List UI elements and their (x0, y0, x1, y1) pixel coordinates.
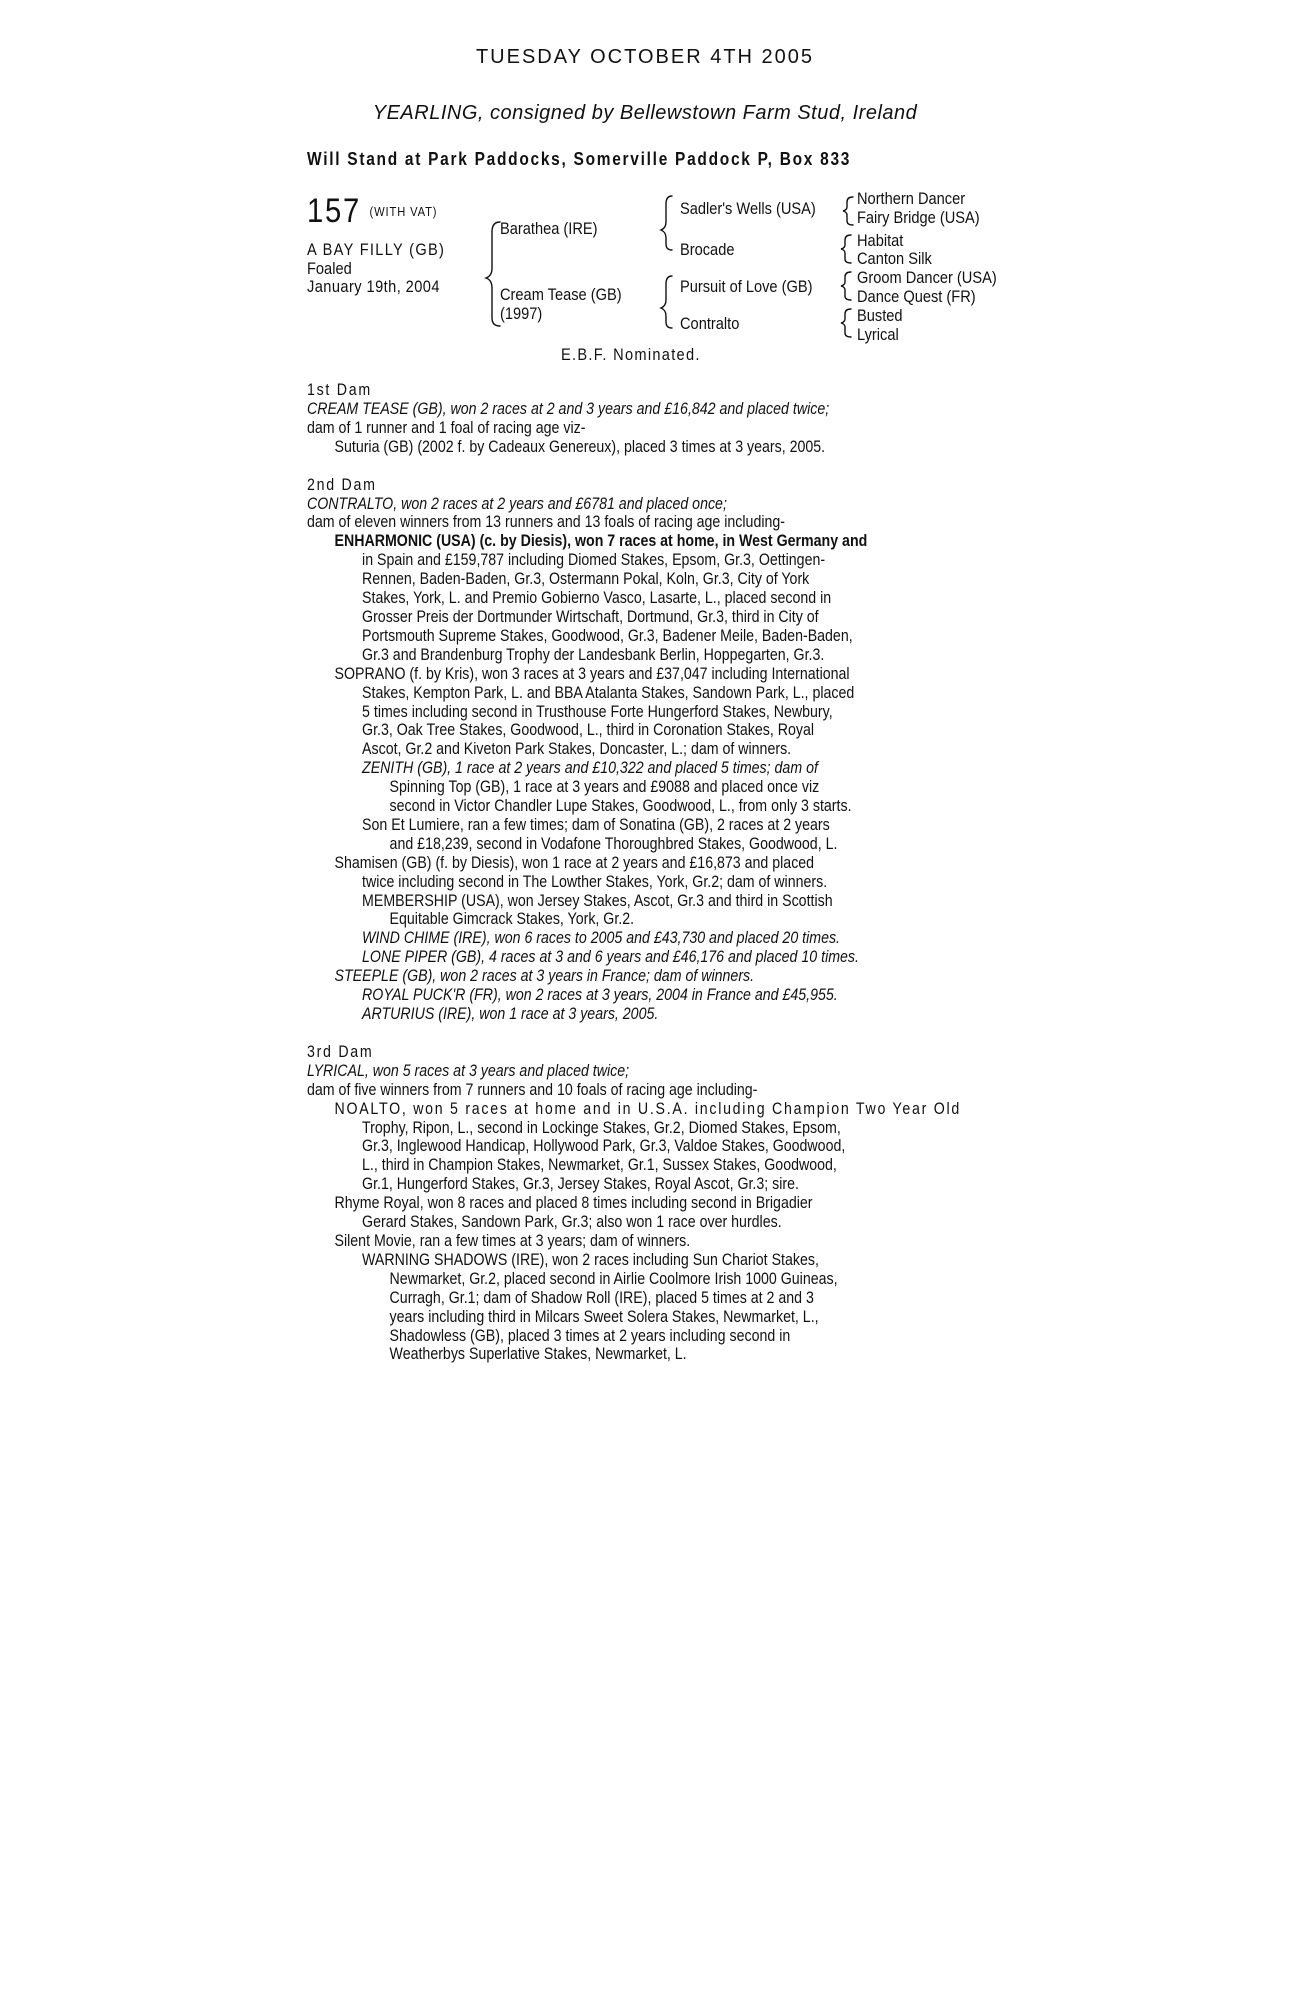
record-line: Silent Movie, ran a few times at 3 years; dam of winners. (334, 1231, 691, 1250)
foaled-date: January 19th, 2004 (307, 277, 440, 296)
sire-dam: Brocade (680, 240, 735, 259)
record-line: Curragh, Gr.1; dam of Shadow Roll (IRE), placed 5 times at 2 and 3 (389, 1288, 814, 1307)
record-line: Gr.1, Hungerford Stakes, Gr.3, Jersey Stakes, Royal Ascot, Gr.3; sire. (362, 1175, 799, 1194)
record-line: Equitable Gimcrack Stakes, York, Gr.2. (389, 910, 635, 929)
sd-sire: Habitat (857, 231, 904, 250)
sire: Barathea (IRE) (500, 219, 598, 238)
dam-sire: Pursuit of Love (GB) (680, 277, 813, 296)
record-line: twice including second in The Lowther Stakes, York, Gr.2; dam of winners. (362, 872, 828, 891)
record-line: Shamisen (GB) (f. by Diesis), won 1 race at 2 years and £16,873 and placed (334, 853, 815, 872)
record-line: Gr.3 and Brandenburg Trophy der Landesbank Berlin, Hoppegarten, Gr.3. (362, 645, 825, 664)
record-line: Newmarket, Gr.2, placed second in Airlie Coolmore Irish 1000 Guineas, (389, 1269, 838, 1288)
record-line: dam of five winners from 7 runners and 10 foals of racing age including- (307, 1080, 758, 1099)
record-line: 5 times including second in Trusthouse Forte Hungerford Stakes, Newbury, (362, 702, 833, 721)
record-line: second in Victor Chandler Lupe Stakes, Goodwood, L., from only 3 starts. (389, 797, 852, 816)
sale-date: TUESDAY OCTOBER 4TH 2005 (475, 46, 815, 68)
sd-dam: Canton Silk (857, 249, 932, 268)
record-line: Ascot, Gr.2 and Kiveton Park Stakes, Doncaster, L.; dam of winners. (362, 740, 792, 759)
sire-sire: Sadler's Wells (USA) (680, 199, 816, 218)
ss-dam: Fairy Bridge (USA) (857, 208, 980, 227)
record-line: and £18,239, second in Vodafone Thoroughbred Stakes, Goodwood, L. (389, 834, 838, 853)
dam-year: (1997) (500, 304, 543, 323)
dd-dam: Lyrical (857, 325, 899, 344)
pedigree-brackets (0, 0, 1290, 360)
record-line: dam of 1 runner and 1 foal of racing age viz- (307, 418, 586, 437)
record-line: years including third in Milcars Sweet Solera Stakes, Newmarket, L., (389, 1307, 819, 1326)
dam: Cream Tease (GB) (500, 285, 622, 304)
consignor-line: YEARLING, consigned by Bellewstown Farm Stud, Ireland (372, 102, 918, 124)
first-dam-heading: 1st Dam (307, 381, 372, 399)
record-line: L., third in Champion Stakes, Newmarket, Gr.1, Sussex Stakes, Goodwood, (362, 1156, 837, 1175)
third-dam-heading: 3rd Dam (307, 1042, 374, 1061)
record-line: Rhyme Royal, won 8 races and placed 8 times including second in Brigadier (334, 1194, 813, 1213)
record-line: Grosser Preis der Dortmunder Wirtschaft, Dortmund, Gr.3, third in City of (362, 607, 819, 626)
record-line: Weatherbys Superlative Stakes, Newmarket, L. (389, 1345, 687, 1364)
record-line: Shadowless (GB), placed 3 times at 2 years including second in (389, 1326, 791, 1345)
foaled-label: Foaled (307, 259, 352, 278)
record-line: Suturia (GB) (2002 f. by Cadeaux Genereux), placed 3 times at 3 years, 2005. (334, 437, 826, 456)
ss-sire: Northern Dancer (857, 189, 966, 208)
record-line: ROYAL PUCK'R (FR), won 2 races at 3 years, 2004 in France and £45,955. (362, 986, 838, 1005)
record-line: STEEPLE (GB), won 2 races at 3 years in France; dam of winners. (334, 967, 755, 986)
dam-dam: Contralto (680, 314, 740, 333)
record-line: MEMBERSHIP (USA), won Jersey Stakes, Ascot, Gr.3 and third in Scottish (362, 891, 833, 910)
produce-record (307, 381, 1124, 1364)
record-line: Rennen, Baden-Baden, Gr.3, Ostermann Pokal, Koln, Gr.3, City of York (362, 570, 810, 589)
dd-sire: Busted (857, 306, 903, 325)
second-dam-heading: 2nd Dam (307, 475, 377, 494)
record-line: Son Et Lumiere, ran a few times; dam of Sonatina (GB), 2 races at 2 years (362, 815, 830, 834)
record-line: Stakes, Kempton Park, L. and BBA Atalanta Stakes, Sandown Park, L., placed (362, 683, 855, 702)
record-line: Gerard Stakes, Sandown Park, Gr.3; also won 1 race over hurdles. (362, 1213, 782, 1232)
record-line: dam of eleven winners from 13 runners and 13 foals of racing age including- (307, 513, 786, 532)
record-line: CREAM TEASE (GB), won 2 races at 2 and 3 years and £16,842 and placed twice; (307, 399, 830, 418)
record-line: LONE PIPER (GB), 4 races at 3 and 6 years and £46,176 and placed 10 times. (362, 948, 859, 967)
record-line: ARTURIUS (IRE), won 1 race at 3 years, 2005. (362, 1005, 659, 1023)
record-line: LYRICAL, won 5 races at 3 years and placed twice; (307, 1061, 630, 1080)
record-line: NOALTO, won 5 races at home and in U.S.A. including Champion Two Year Old (334, 1099, 961, 1118)
lot-number: 157 (307, 192, 361, 230)
record-line: Gr.3, Oak Tree Stakes, Goodwood, L., third in Coronation Stakes, Royal (362, 721, 814, 740)
record-line: WARNING SHADOWS (IRE), won 2 races including Sun Chariot Stakes, (362, 1250, 819, 1269)
record-line: SOPRANO (f. by Kris), won 3 races at 3 years and £37,047 including International (334, 664, 850, 683)
record-line: in Spain and £159,787 including Diomed Stakes, Epsom, Gr.3, Oettingen- (362, 551, 826, 570)
record-line: ENHARMONIC (USA) (c. by Diesis), won 7 races at home, in West Germany and (334, 532, 868, 551)
record-line: Spinning Top (GB), 1 race at 3 years and £9088 and placed once viz (389, 778, 820, 797)
record-line: WIND CHIME (IRE), won 6 races to 2005 and £43,730 and placed 20 times. (362, 929, 841, 948)
stand-location: Will Stand at Park Paddocks, Somerville Paddock P, Box 833 (307, 149, 852, 169)
record-line: Stakes, York, L. and Premio Gobierno Vasco, Lasarte, L., placed second in (362, 589, 832, 608)
record-line: ZENITH (GB), 1 race at 2 years and £10,322 and placed 5 times; dam of (362, 759, 818, 778)
record-line: CONTRALTO, won 2 races at 2 years and £6781 and placed once; (307, 494, 727, 513)
vat-note: (WITH VAT) (369, 204, 438, 219)
ds-sire: Groom Dancer (USA) (857, 268, 997, 287)
record-line: Portsmouth Supreme Stakes, Goodwood, Gr.3, Badener Meile, Baden-Baden, (362, 626, 853, 645)
record-line: Gr.3, Inglewood Handicap, Hollywood Park, Gr.3, Valdoe Stakes, Goodwood, (362, 1137, 846, 1156)
record-line: Trophy, Ripon, L., second in Lockinge Stakes, Gr.2, Diomed Stakes, Epsom, (362, 1118, 841, 1137)
ebf-nomination: E.B.F. Nominated. (561, 345, 701, 364)
horse-description: A BAY FILLY (GB) (307, 240, 446, 259)
ds-dam: Dance Quest (FR) (857, 287, 976, 306)
